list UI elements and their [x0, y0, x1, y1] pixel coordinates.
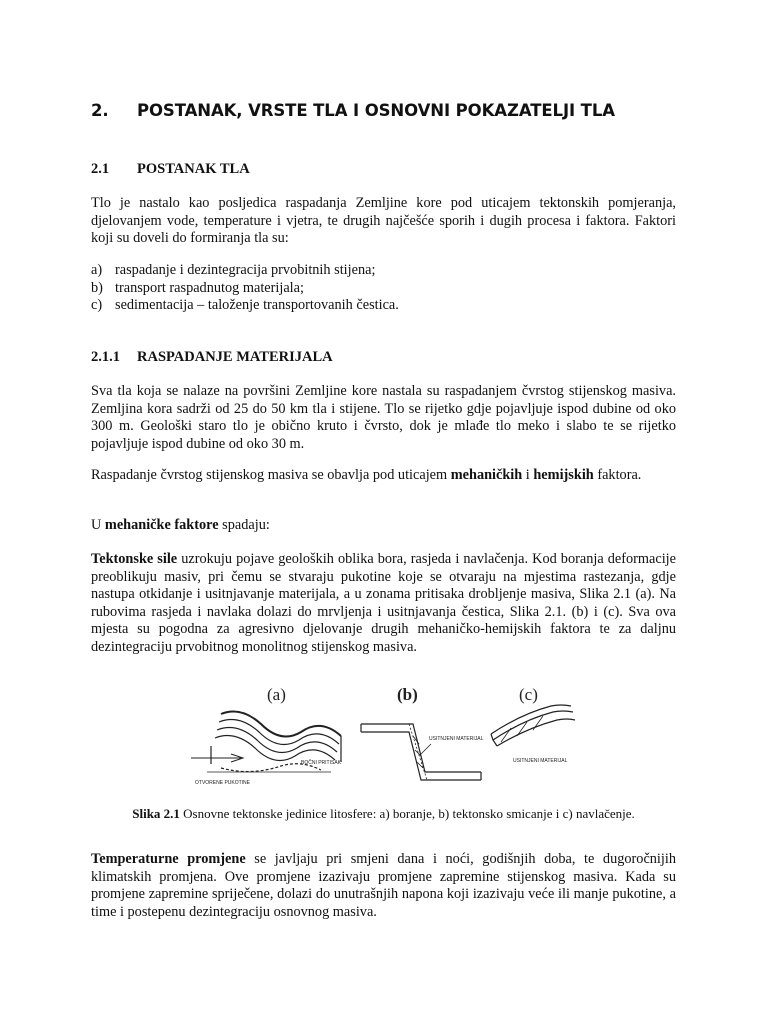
list-item: b) transport raspadnutog materijala; — [91, 279, 304, 296]
label-usitnjeni-c: USITNJENI MATERIJAL — [513, 758, 568, 764]
list-item: c) sedimentacija – taloženje transportovanih čestica. — [91, 297, 399, 313]
section-title: RASPADANJE MATERIJALA — [137, 349, 333, 365]
sketch-shear — [361, 724, 481, 780]
paragraph-mehanicki: U mehaničke faktore spadaju: — [91, 517, 270, 533]
label-usitnjeni-b: USITNJENI MATERIJAL — [429, 736, 484, 742]
figure-label-a: (a) — [267, 685, 286, 704]
paragraph-postanak: Tlo je nastalo kao posljedica raspadanja Zemljine kore pod uticajem tektonskih pomjeranja, djelovanjem vode, temperature i vjetra, te drugih najčešće sporih i dugih procesa i faktora. Faktori koji su doveli do formiranja tla su: — [91, 195, 676, 246]
figure-tectonic-units — [181, 684, 581, 792]
label-bocni-pritisak: BOČNI PRITISAK — [301, 760, 342, 766]
figure-label-b: (b) — [397, 685, 418, 704]
chapter-number: 2. — [91, 101, 109, 120]
figure-caption: Slika 2.1 Osnovne tektonske jedinice litosfere: a) boranje, b) tektonsko smicanje i c) navlačenje. — [132, 806, 635, 821]
section-title: POSTANAK TLA — [137, 161, 250, 177]
factor-list — [91, 262, 676, 315]
paragraph-temperaturne-promjene: Temperaturne promjene se javljaju pri smjeni dana i noći, godišnjih doba, te dugoročnijih klimatskih promjena. Ove promjene izazivaju promjene zapremine stijenskog masiva. Kada su promjene zapremine spriječene, dolazi do unutrašnjih napona koji izazivaju veće ili manje pukotine, a time i postepenu dezintegraciju osnovnog masiva. — [91, 851, 676, 920]
section-number: 2.1 — [91, 161, 110, 177]
chapter-heading — [91, 102, 615, 120]
sketch-thrust — [491, 705, 575, 746]
paragraph-tektonske-sile: Tektonske sile uzrokuju pojave geoloških oblika bora, rasjeda i navlačenja. Kod boranja deformacije preoblikuju masiv, pri čemu se stvaraju pukotine koje se otvaraju na mjestima rastezanja, gdje nastupa otkidanje i usitnjavanje materijala, a u zonama pritisaka drobljenje masiva, Slika 2.1 (a). Na rubovima rasjeda i navlaka dolazi do mrvljenja i usitnjavanja čestica, Slika 2.1. (b) i (c). Sva ova mjesta su pogodna za agresivno djelovanje drugih mehaničko-hemijskih faktora te za daljnu dezintegraciju prvobitnog monolitnog stijenskog masiva. — [91, 551, 677, 655]
list-item: a) raspadanje i dezintegracija prvobitnih stijena; — [91, 262, 376, 278]
label-otvorene-pukotine: OTVORENE PUKOTINE — [195, 780, 251, 786]
section-heading-2-1 — [91, 161, 250, 179]
figure-label-c: (c) — [519, 685, 538, 704]
chapter-title: POSTANAK, VRSTE TLA I OSNOVNI POKAZATELJI TLA — [137, 101, 615, 120]
paragraph-raspadanje: Sva tla koja se nalaze na površini Zemljine kore nastala su raspadanjem čvrstog stijenskog masiva. Zemljina kora sadrži od 25 do 50 km tla i stijene. Tlo se rijetko gdje pojavljuje ispod dubine od oko 300 m. Geološki staro tlo je obično kruto i čvrsto, dok je mlađe tlo meko i slabo te se rijetko pojavljuje ispod dubine od oko 30 m. — [91, 383, 676, 452]
section-number: 2.1.1 — [91, 349, 120, 365]
paragraph-faktori: Raspadanje čvrstog stijenskog masiva se obavlja pod uticajem mehaničkih i hemijskih faktora. — [91, 467, 642, 483]
tectonic-sketch — [181, 684, 581, 792]
section-heading-2-1-1 — [91, 349, 333, 367]
